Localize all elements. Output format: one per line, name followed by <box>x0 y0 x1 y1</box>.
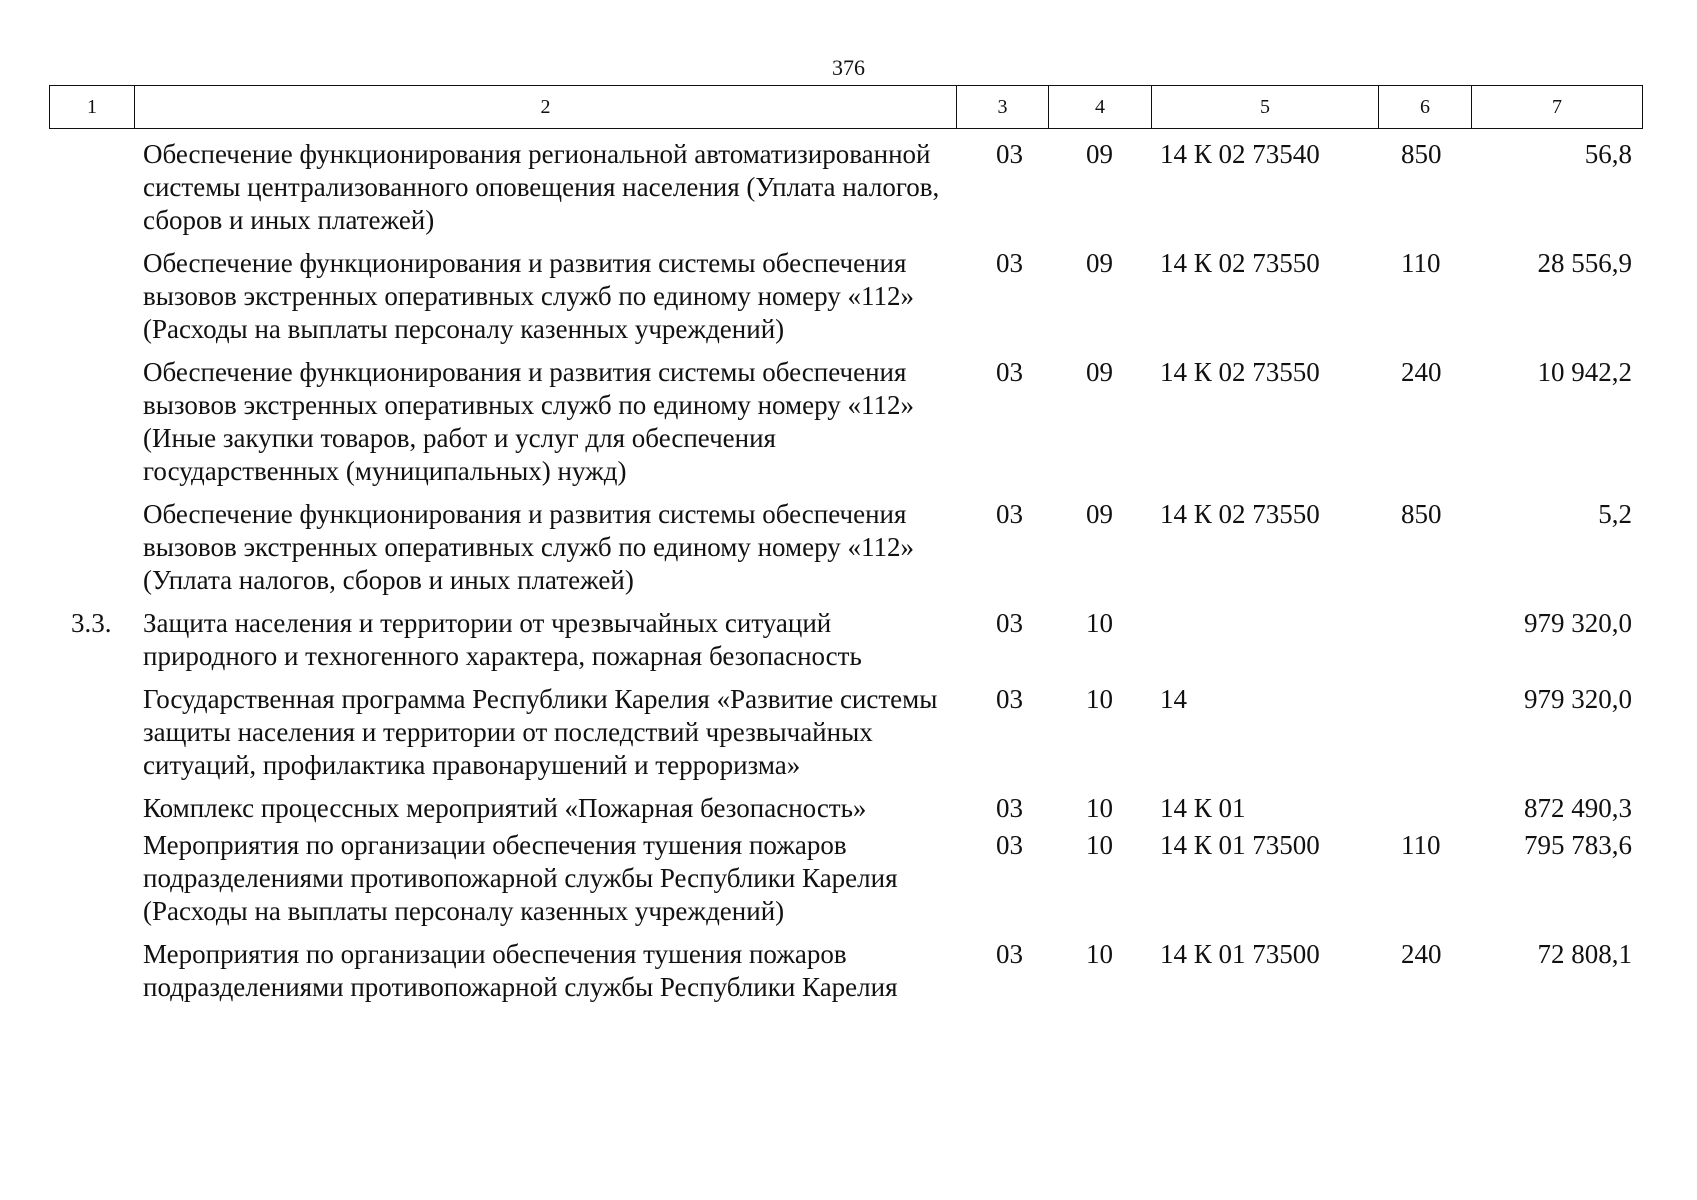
row-target-code <box>1151 597 1378 673</box>
row-subsection: 10 <box>1086 684 1113 714</box>
table-row <box>49 673 1642 782</box>
table-row <box>49 128 1642 237</box>
row-section: 03 <box>996 830 1023 860</box>
row-name: Государственная программа Республики Карелия «Развитие системы защиты населения и территории от последствий чрезвычайных ситуаций, профилактика правонарушений и терроризма» <box>143 684 938 780</box>
header-col-4: 4 <box>1049 86 1152 129</box>
row-number: 3.3. <box>71 608 112 638</box>
table-row <box>49 782 1642 825</box>
row-target-code: 14 К 01 <box>1160 793 1246 823</box>
row-section: 03 <box>996 608 1023 638</box>
table-header <box>49 85 1643 129</box>
row-expense-type <box>1378 673 1471 782</box>
row-expense-type: 110 <box>1401 830 1441 860</box>
row-number <box>49 825 134 928</box>
header-col-5: 5 <box>1152 86 1379 129</box>
row-name: Защита населения и территории от чрезвычайных ситуаций природного и техногенного характера, пожарная безопасность <box>143 608 862 671</box>
row-subsection: 09 <box>1086 248 1113 278</box>
table-row <box>49 237 1642 346</box>
row-number <box>49 128 134 237</box>
row-amount: 56,8 <box>1584 139 1632 169</box>
header-col-2: 2 <box>135 86 957 129</box>
row-expense-type: 850 <box>1401 499 1442 529</box>
row-section: 03 <box>996 248 1023 278</box>
row-section: 03 <box>996 357 1023 387</box>
row-subsection: 10 <box>1086 830 1113 860</box>
row-subsection: 10 <box>1086 608 1113 638</box>
row-section: 03 <box>996 499 1023 529</box>
row-number <box>49 673 134 782</box>
header-row <box>50 86 1643 129</box>
row-expense-type: 110 <box>1401 248 1441 278</box>
row-name: Обеспечение функционирования и развития системы обеспечения вызовов экстренных оперативных служб по единому номеру «112» (Уплата налогов, сборов и иных платежей) <box>143 499 915 595</box>
row-section: 03 <box>996 139 1023 169</box>
row-target-code: 14 К 02 73550 <box>1160 248 1320 278</box>
row-number <box>49 928 134 1004</box>
row-expense-type: 240 <box>1401 357 1442 387</box>
table-row <box>49 488 1642 597</box>
row-number <box>49 237 134 346</box>
row-name: Обеспечение функционирования и развития системы обеспечения вызовов экстренных оперативных служб по единому номеру «112» (Расходы на выплаты персоналу казенных учреждений) <box>143 248 915 344</box>
row-amount: 795 783,6 <box>1524 830 1632 860</box>
row-target-code: 14 К 02 73540 <box>1160 139 1320 169</box>
row-expense-type: 850 <box>1401 139 1442 169</box>
row-target-code: 14 К 02 73550 <box>1160 357 1320 387</box>
row-amount: 872 490,3 <box>1524 793 1632 823</box>
row-name: Мероприятия по организации обеспечения тушения пожаров подразделениями противопожарной службы Республики Карелия (Расходы на выплаты персоналу казенных учреждений) <box>143 830 898 926</box>
row-subsection: 09 <box>1086 357 1113 387</box>
row-target-code: 14 К 02 73550 <box>1160 499 1320 529</box>
row-amount: 10 942,2 <box>1537 357 1632 387</box>
row-subsection: 10 <box>1086 939 1113 969</box>
table-row <box>49 928 1642 1004</box>
row-number <box>49 782 134 825</box>
row-expense-type <box>1378 597 1471 673</box>
row-subsection: 09 <box>1086 139 1113 169</box>
table-row <box>49 825 1642 928</box>
row-expense-type <box>1378 782 1471 825</box>
row-amount: 979 320,0 <box>1524 684 1632 714</box>
budget-table <box>49 128 1642 1004</box>
page-number: 376 <box>832 55 865 80</box>
row-subsection: 09 <box>1086 499 1113 529</box>
table-row <box>49 346 1642 488</box>
table-row <box>49 597 1642 673</box>
row-amount: 5,2 <box>1598 499 1632 529</box>
row-amount: 72 808,1 <box>1537 939 1632 969</box>
row-amount: 979 320,0 <box>1524 608 1632 638</box>
header-col-3: 3 <box>957 86 1049 129</box>
row-section: 03 <box>996 939 1023 969</box>
header-col-6: 6 <box>1379 86 1472 129</box>
row-name: Комплекс процессных мероприятий «Пожарная безопасность» <box>143 793 867 823</box>
row-number <box>49 346 134 488</box>
row-name: Мероприятия по организации обеспечения тушения пожаров подразделениями противопожарной службы Республики Карелия <box>143 939 898 1002</box>
header-col-1: 1 <box>50 86 135 129</box>
row-target-code: 14 <box>1160 684 1187 714</box>
header-col-7: 7 <box>1472 86 1643 129</box>
row-target-code: 14 К 01 73500 <box>1160 830 1320 860</box>
row-expense-type: 240 <box>1401 939 1442 969</box>
row-target-code: 14 К 01 73500 <box>1160 939 1320 969</box>
row-amount: 28 556,9 <box>1537 248 1632 278</box>
row-number <box>49 488 134 597</box>
row-subsection: 10 <box>1086 793 1113 823</box>
row-name: Обеспечение функционирования региональной автоматизированной системы централизованного оповещения населения (Уплата налогов, сборов и иных платежей) <box>143 139 940 235</box>
row-section: 03 <box>996 684 1023 714</box>
row-name: Обеспечение функционирования и развития системы обеспечения вызовов экстренных оперативных служб по единому номеру «112» (Иные закупки товаров, работ и услуг для обеспечения государственных (муниципальных) нужд) <box>143 357 915 486</box>
row-section: 03 <box>996 793 1023 823</box>
